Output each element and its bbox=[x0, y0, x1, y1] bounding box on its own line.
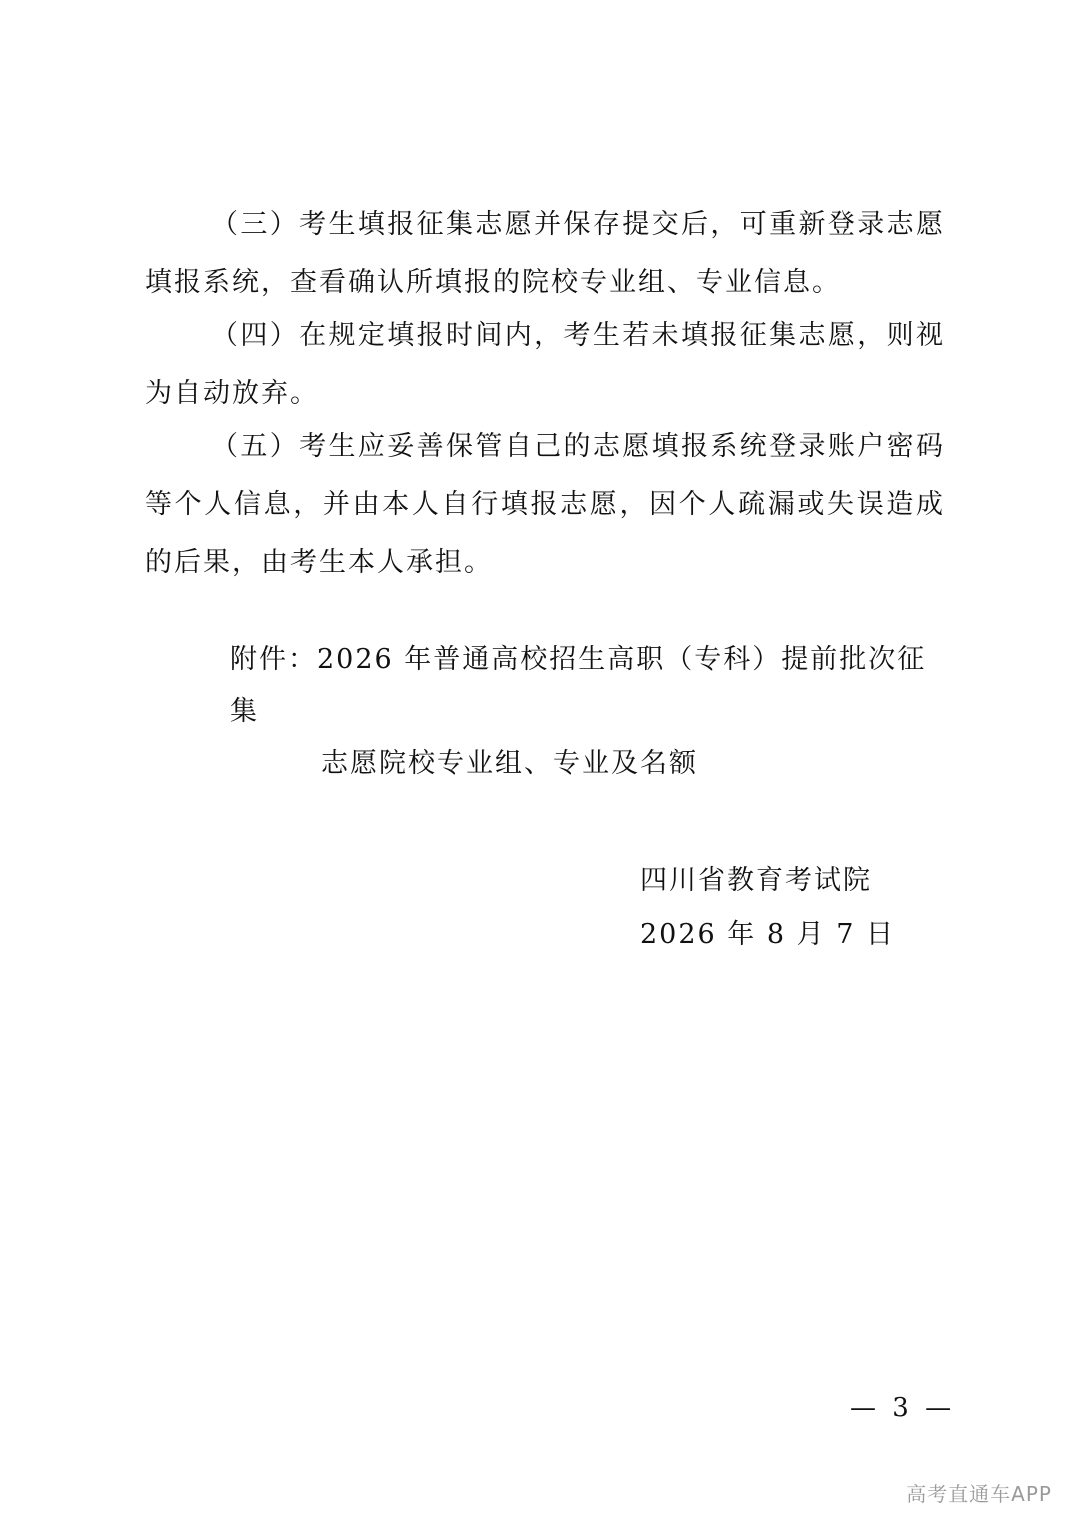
watermark-text: 高考直通车APP bbox=[906, 1482, 1052, 1506]
paragraph-item-5: （五）考生应妥善保管自己的志愿填报系统登录账户密码等个人信息，并由本人自行填报志愿，因个人疏漏或失误造成的后果，由考生本人承担。 bbox=[145, 431, 945, 578]
signature-date: 2026 年 8 月 7 日 bbox=[640, 919, 895, 950]
paragraph-item-4: （四）在规定填报时间内，考生若未填报征集志愿，则视为自动放弃。 bbox=[145, 320, 945, 409]
signature-organization: 四川省教育考试院 bbox=[640, 865, 872, 896]
attachment-note bbox=[230, 634, 950, 790]
page-number: — 3 — bbox=[850, 1393, 956, 1423]
paragraph-item-3: （三）考生填报征集志愿并保存提交后，可重新登录志愿填报系统，查看确认所填报的院校专业组、专业信息。 bbox=[145, 209, 945, 298]
attachment-line-1: 附件：2026 年普通高校招生高职（专科）提前批次征集 bbox=[230, 644, 927, 727]
attachment-line-2: 志愿院校专业组、专业及名额 bbox=[321, 748, 698, 779]
